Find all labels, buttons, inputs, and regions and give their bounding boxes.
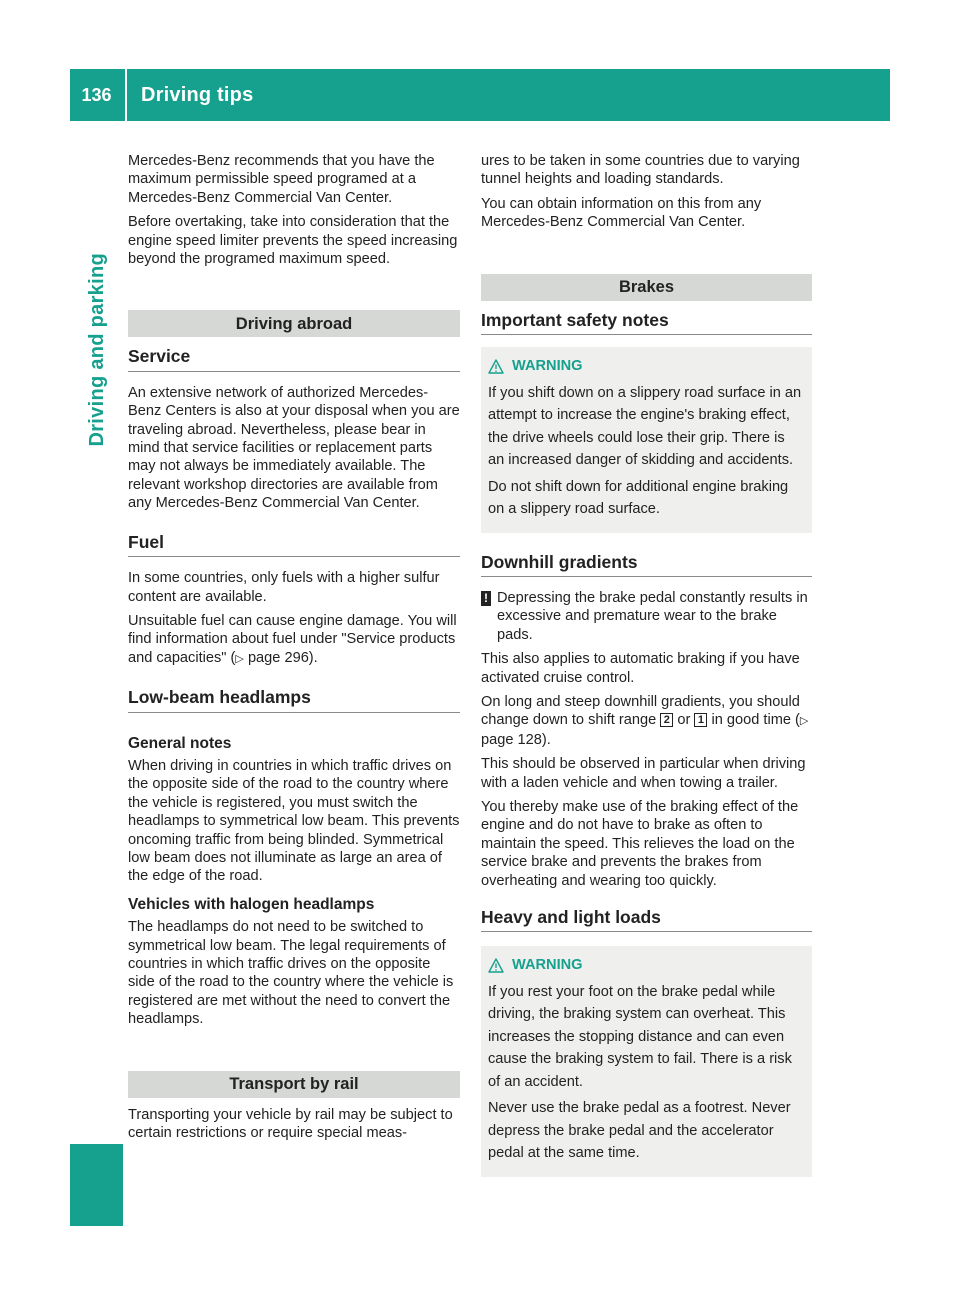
warning-triangle-icon: [488, 958, 504, 973]
heading-service: Service: [128, 347, 460, 371]
warning-triangle-icon: [488, 359, 504, 374]
downhill-paragraph-1: This also applies to automatic braking if you have activated cruise control.: [481, 651, 800, 686]
warning-header: [488, 954, 804, 977]
chapter-tab-label: Driving and parking: [86, 253, 108, 447]
transport-paragraph: Transporting your vehicle by rail may be subject to certain restrictions or require special meas-: [128, 1106, 453, 1142]
page-ref-link[interactable]: page 296).: [247, 649, 318, 666]
header-divider: [125, 69, 127, 121]
heading-fuel: Fuel: [128, 533, 460, 557]
warning-box-1: [481, 347, 812, 533]
notice-text: Depressing the brake pedal constantly results in excessive and premature wear to the brake pads.: [497, 589, 808, 643]
intro-paragraph-2: Before overtaking, take into consideration that the engine speed limiter prevents the speed increasing beyond the programed maximum speed.: [128, 214, 458, 268]
service-paragraph: An extensive network of authorized Mercedes-Benz Centers is also at your disposal when you are traveling abroad. Nevertheless, please bear in mind that service facilities or replacement parts may not always be immediately available. The relevant workshop directories are available from any Mercedes-Benz Commercial Van Center.: [128, 384, 460, 512]
warning-label: WARNING: [512, 358, 583, 375]
warning-2-paragraph-1: If you rest your foot on the brake pedal while driving, the braking system can overheat. This increases the stopping distance and can even cause the braking system to fail. There is a risk of an accident.: [488, 983, 792, 1090]
intro-paragraph-1: Mercedes-Benz recommends that you have the maximum permissible speed programed at a Mercedes-Benz Commercial Van Center.: [128, 153, 435, 206]
right-column: [481, 152, 812, 1177]
warning-1-paragraph-1: If you shift down on a slippery road surface in an attempt to increase the engine's braking effect, the drive wheels could lose their grip. There is an increased danger of skidding and accidents.: [488, 384, 802, 469]
shift-range-2-key: 2: [660, 713, 673, 727]
heading-low-beam: Low-beam headlamps: [128, 688, 460, 712]
chapter-marker: [70, 1144, 123, 1226]
heading-heavy-light-loads: Heavy and light loads: [481, 908, 812, 932]
general-notes-paragraph: When driving in countries in which traffic drives on the opposite side of the road to the country where the vehicle is registered, you must switch the headlamps to symmetrical low beam. This prevents oncoming traffic from being blinded. Symmetrical low beam does not illuminate as large an area of the edge of the road.: [128, 757, 460, 885]
notice-block: [481, 589, 812, 644]
downhill-paragraph-4: You thereby make use of the braking effect of the engine and do not have to brake as often to maintain the speed. This relieves the load on the service brake and prevents the brakes from overheating and wearing too quickly.: [481, 799, 799, 889]
warning-header: [488, 355, 804, 378]
warning-1-paragraph-2: Do not shift down for additional engine braking on a slippery road surface.: [488, 478, 789, 518]
page-ref-link[interactable]: page 128).: [481, 731, 551, 748]
exclamation-icon: !: [481, 591, 491, 606]
continued-paragraph: ures to be taken in some countries due to varying tunnel heights and loading standards.: [481, 153, 800, 188]
heading-general-notes: General notes: [128, 734, 232, 752]
page-ref-arrow-icon: ▷: [235, 652, 244, 665]
section-driving-abroad: Driving abroad: [128, 310, 460, 337]
continued-paragraph-2: You can obtain information on this from any Mercedes-Benz Commercial Van Center.: [481, 195, 762, 231]
heading-downhill-gradients: Downhill gradients: [481, 553, 812, 577]
downhill-paragraph-3: This should be observed in particular when driving with a laden vehicle and when towing a trailer.: [481, 756, 806, 791]
heading-important-safety-notes: Important safety notes: [481, 311, 812, 335]
heading-halogen: Vehicles with halogen headlamps: [128, 895, 375, 913]
halogen-paragraph: The headlamps do not need to be switched to symmetrical low beam. The legal requirements of countries in which traffic drives on the opposite side of the road to the country where the vehicle is registered are met without the need to convert the headlamps.: [128, 919, 454, 1028]
page-number: 136: [81, 84, 112, 105]
section-transport-by-rail: Transport by rail: [128, 1071, 460, 1098]
page-ref-arrow-icon: ▷: [799, 715, 809, 728]
page-title: Driving tips: [141, 83, 254, 106]
warning-box-2: [481, 946, 812, 1177]
fuel-paragraph-1: In some countries, only fuels with a higher sulfur content are available.: [128, 570, 440, 605]
fuel-paragraph-2: Unsuitable fuel can cause engine damage. You will find information about fuel under "Service products and capacities" (▷ page 296).: [128, 612, 457, 666]
section-brakes: Brakes: [481, 274, 812, 301]
left-column: [128, 152, 460, 1148]
shift-range-1-key: 1: [694, 713, 707, 727]
warning-label: WARNING: [512, 957, 583, 974]
downhill-paragraph-2: On long and steep downhill gradients, you should change down to shift range 2 or 1 in good time (▷ page 128).: [481, 693, 809, 748]
warning-2-paragraph-2: Never use the brake pedal as a footrest. Never depress the brake pedal and the accelerator pedal at the same time.: [488, 1100, 791, 1162]
